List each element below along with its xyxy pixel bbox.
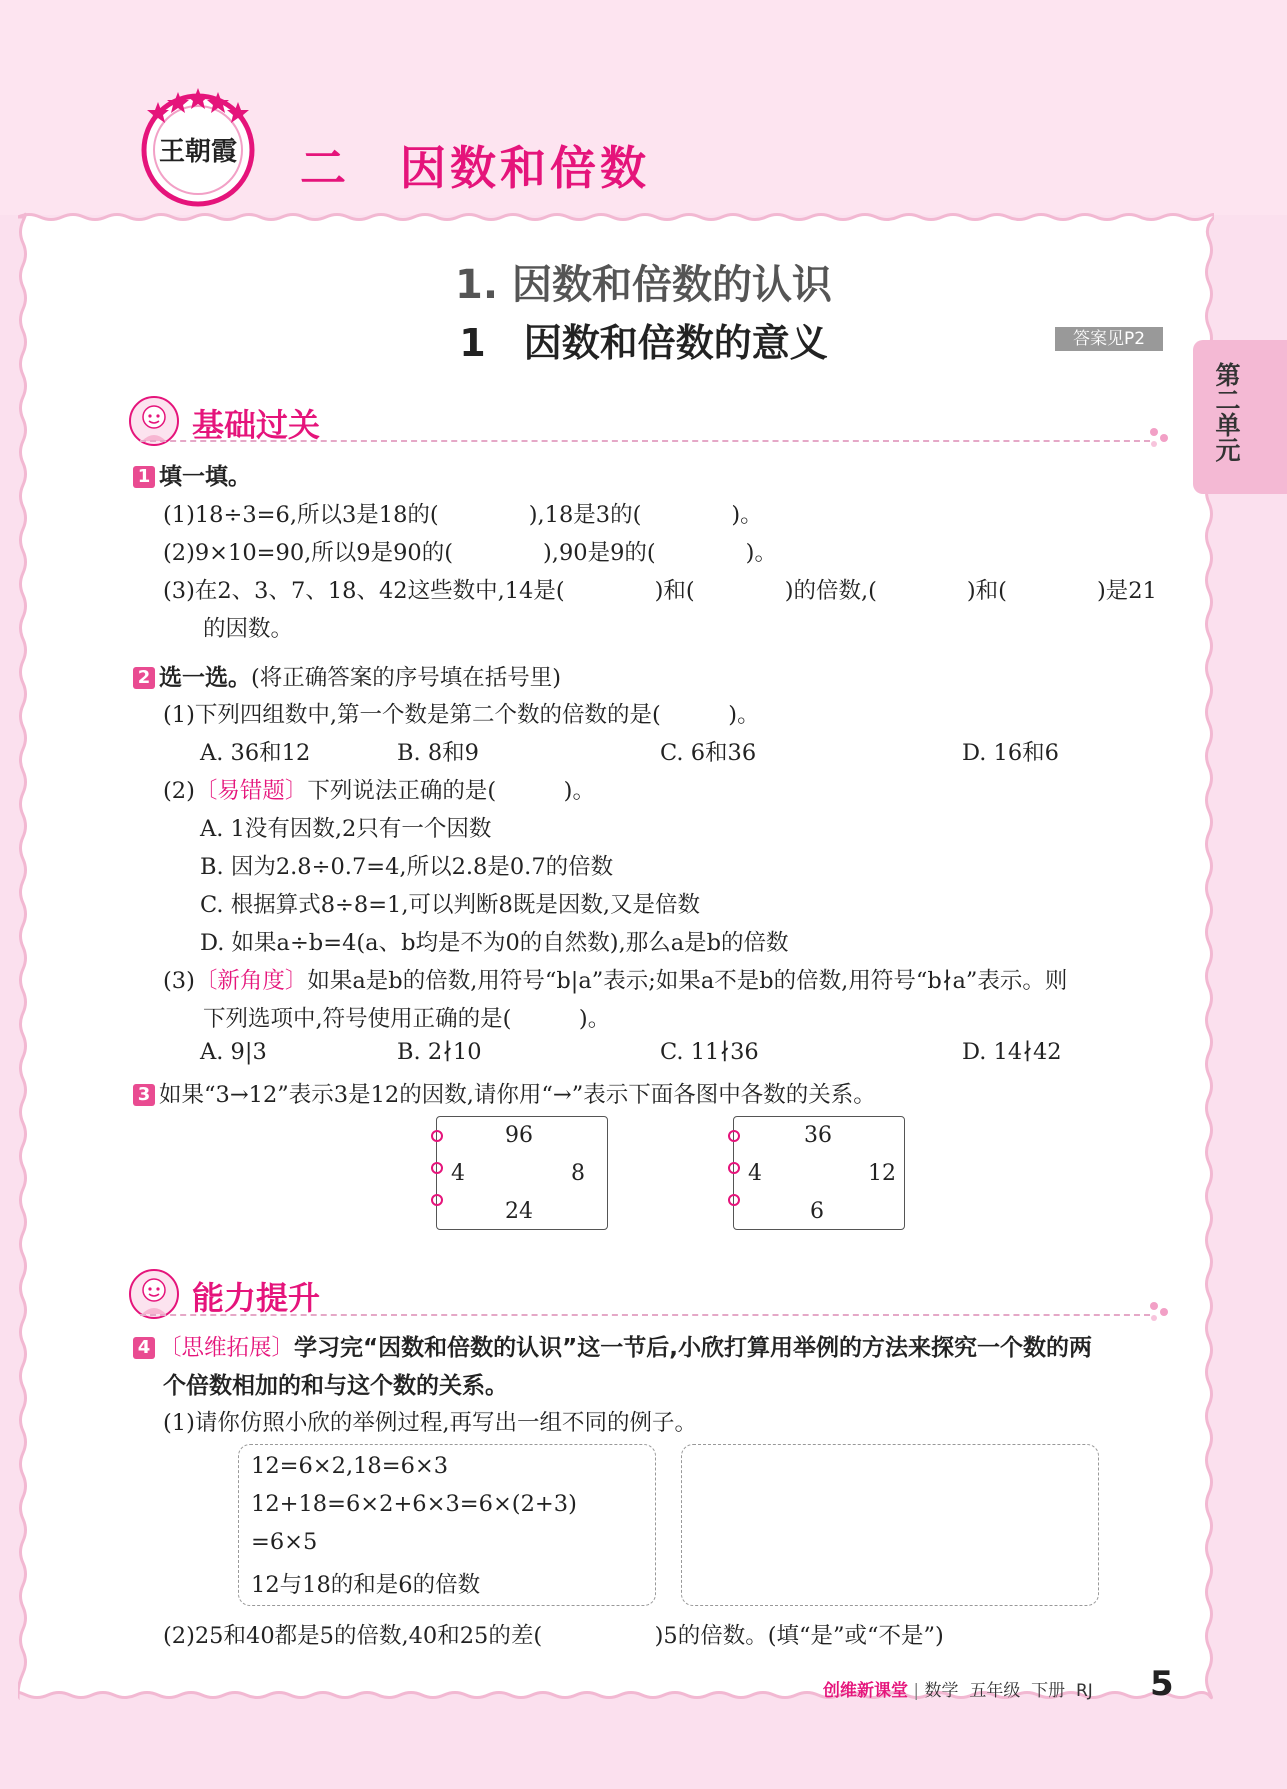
board-1-right: 8 xyxy=(571,1161,585,1186)
section-basic-title: 基础过关 xyxy=(192,406,321,444)
q2-sub2-option-d[interactable]: D. 如果a÷b=4(a、b均是不为0的自然数),那么a是b的倍数 xyxy=(200,930,789,956)
question-3-heading xyxy=(133,1077,876,1109)
number-board-2[interactable] xyxy=(733,1116,905,1230)
footer-subject: 数学 xyxy=(924,1681,959,1701)
question-4-text-1: 学习完“因数和倍数的认识”这一节后,小欣打算用举例的方法来探究一个数的两 xyxy=(294,1335,1092,1361)
q4-sub1: (1)请你仿照小欣的举例过程,再写出一组不同的例子。 xyxy=(163,1410,698,1436)
question-number-badge: 4 xyxy=(133,1337,155,1359)
lesson-title: 1 因数和倍数的意义 xyxy=(459,321,828,365)
board-2-bottom: 6 xyxy=(810,1199,824,1224)
footer-volume: 下册 xyxy=(1031,1681,1066,1701)
question-4-text-2: 个倍数相加的和与这个数的关系。 xyxy=(163,1373,508,1399)
example-box xyxy=(238,1444,656,1606)
logo-text: 王朝霞 xyxy=(158,137,238,167)
page-number: 5 xyxy=(1150,1664,1174,1704)
section-divider xyxy=(140,440,1150,442)
example-line-2: 12+18=6×2+6×3=6×(2+3) xyxy=(251,1491,577,1517)
board-1-left: 4 xyxy=(451,1161,465,1186)
question-number-badge: 2 xyxy=(133,667,155,689)
question-2-heading xyxy=(133,659,561,692)
q2-sub2-option-a[interactable]: A. 1没有因数,2只有一个因数 xyxy=(200,816,492,842)
question-3-text: 如果“3→12”表示3是12的因数,请你用“→”表示下面各图中各数的关系。 xyxy=(159,1082,876,1108)
q2-sub3-stem: 如果a是b的倍数,用符号“b|a”表示;如果a不是b的倍数,用符号“b∤a”表示。则 xyxy=(307,968,1068,994)
section-divider xyxy=(140,1314,1150,1316)
q2-sub3-option-a[interactable]: A. 9|3 xyxy=(200,1039,267,1065)
q2-sub2-stem-row xyxy=(163,773,595,805)
q2-sub1-option-b[interactable]: B. 8和9 xyxy=(397,740,479,766)
q2-sub3-tag: 〔新角度〕 xyxy=(194,968,308,994)
section-advanced-title: 能力提升 xyxy=(192,1279,321,1317)
example-line-4: 12与18的和是6的倍数 xyxy=(251,1572,481,1598)
question-number-badge: 3 xyxy=(133,1084,155,1106)
q2-sub3-option-c[interactable]: C. 11∤36 xyxy=(660,1039,759,1065)
q2-sub3-prefix: (3) xyxy=(163,968,195,994)
board-2-top: 36 xyxy=(804,1123,832,1148)
question-number-badge: 1 xyxy=(133,466,155,488)
q2-sub2-stem: 下列说法正确的是( )。 xyxy=(307,778,595,804)
brand-logo xyxy=(138,88,258,208)
board-2-left: 4 xyxy=(748,1161,762,1186)
decor-dots-icon xyxy=(1146,424,1172,450)
chapter-title: 1. 因数和倍数的认识 xyxy=(455,262,832,308)
q2-sub1-option-a[interactable]: A. 36和12 xyxy=(200,740,311,766)
footer-grade: 五年级 xyxy=(969,1681,1021,1701)
q1-item-3: (3)在2、3、7、18、42这些数中,14是( )和( )的倍数,( )和( )是21 xyxy=(163,578,1157,604)
q2-sub2-option-b[interactable]: B. 因为2.8÷0.7=4,所以2.8是0.7的倍数 xyxy=(200,854,614,880)
question-4-heading xyxy=(133,1329,1092,1362)
board-2-rings-icon xyxy=(725,1126,743,1222)
q4-sub2: (2)25和40都是5的倍数,40和25的差( )5的倍数。(填“是”或“不是”) xyxy=(163,1623,944,1649)
question-4-tag: 〔思维拓展〕 xyxy=(159,1335,295,1361)
unit-side-tab-label: 第二单元 xyxy=(1212,362,1241,462)
footer-info: 创维新课堂 | 数学 五年级 下册 RJ xyxy=(823,1681,1093,1701)
board-1-rings-icon xyxy=(428,1126,446,1222)
example-line-3: =6×5 xyxy=(251,1529,318,1555)
q2-sub2-tag: 〔易错题〕 xyxy=(194,778,308,804)
q2-sub3-stem-cont: 下列选项中,符号使用正确的是( )。 xyxy=(203,1006,611,1032)
example-line-1: 12=6×2,18=6×3 xyxy=(251,1453,449,1479)
q2-sub3-stem-row xyxy=(163,963,1067,995)
q1-item-1: (1)18÷3=6,所以3是18的( ),18是3的( )。 xyxy=(163,502,763,528)
board-1-top: 96 xyxy=(505,1123,533,1148)
mascot-icon xyxy=(128,1268,180,1320)
q2-sub2-prefix: (2) xyxy=(163,778,195,804)
q2-sub1-stem: (1)下列四组数中,第一个数是第二个数的倍数的是( )。 xyxy=(163,702,760,728)
board-1-bottom: 24 xyxy=(505,1199,533,1224)
question-1-heading xyxy=(133,458,251,491)
decor-dots-icon xyxy=(1146,1298,1172,1324)
answer-box[interactable] xyxy=(681,1444,1099,1606)
answer-reference-badge: 答案见P2 xyxy=(1055,327,1163,351)
q1-item-2: (2)9×10=90,所以9是90的( ),90是9的( )。 xyxy=(163,540,777,566)
number-board-1[interactable] xyxy=(436,1116,608,1230)
board-2-right: 12 xyxy=(868,1161,896,1186)
footer-edition: RJ xyxy=(1075,1681,1093,1701)
question-2-note: (将正确答案的序号填在括号里) xyxy=(251,665,562,691)
q1-item-3-cont: 的因数。 xyxy=(203,616,294,642)
q2-sub3-option-b[interactable]: B. 2∤10 xyxy=(397,1039,482,1065)
question-2-title: 选一选。 xyxy=(159,665,251,691)
unit-title: 二 因数和倍数 xyxy=(300,141,650,195)
question-1-title: 填一填。 xyxy=(159,464,251,490)
q2-sub1-option-d[interactable]: D. 16和6 xyxy=(962,740,1059,766)
footer-brand: 创维新课堂 xyxy=(823,1681,908,1701)
q2-sub3-option-d[interactable]: D. 14∤42 xyxy=(962,1039,1062,1065)
q2-sub2-option-c[interactable]: C. 根据算式8÷8=1,可以判断8既是因数,又是倍数 xyxy=(200,892,700,918)
q2-sub1-option-c[interactable]: C. 6和36 xyxy=(660,740,757,766)
